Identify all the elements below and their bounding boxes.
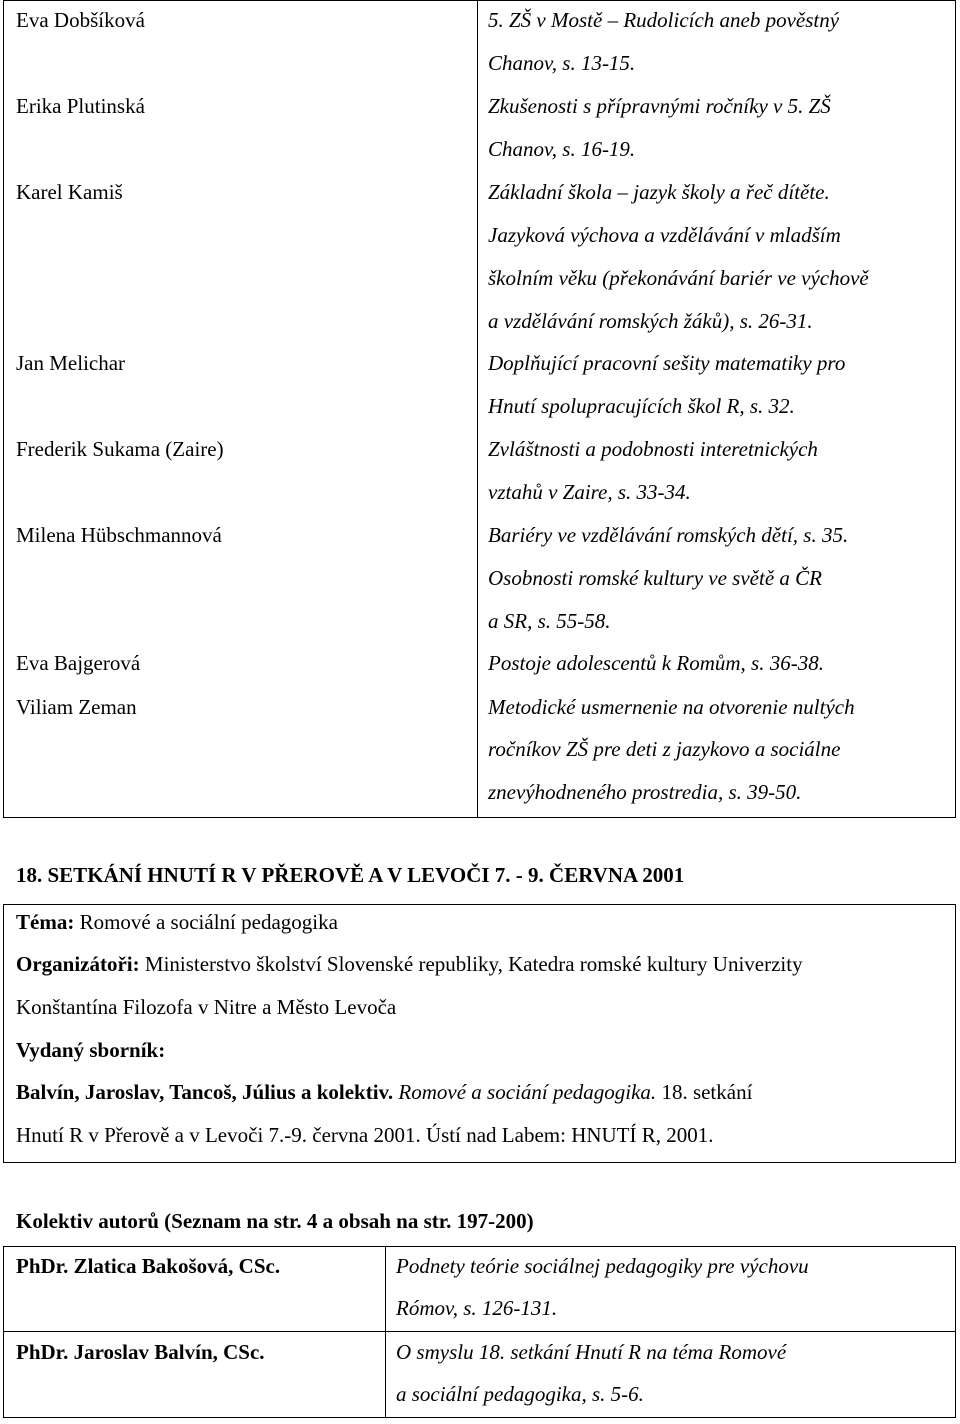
author-name: Viliam Zeman [16, 695, 137, 719]
reference-title: Romové a sociání pedagogika. [393, 1080, 657, 1104]
authors-table [3, 1246, 956, 1418]
contribution-title: znevýhodneného prostredia, s. 39-50. [488, 780, 802, 804]
author-name: PhDr. Zlatica Bakošová, CSc. [16, 1254, 281, 1278]
contribution-title: Základní škola – jazyk školy a řeč dítěte. [488, 180, 830, 204]
contribution-title: Rómov, s. 126-131. [396, 1296, 558, 1320]
contribution-title: školním věku (překonávání bariér ve výchově [488, 266, 869, 290]
reference-line-2: Hnutí R v Přerově a v Levoči 7.-9. června 2001. Ústí nad Labem: HNUTÍ R, 2001. [16, 1123, 714, 1147]
contribution-title: vztahů v Zaire, s. 33-34. [488, 480, 691, 504]
contribution-title: O smyslu 18. setkání Hnutí R na téma Romové [396, 1340, 787, 1364]
author-name: PhDr. Jaroslav Balvín, CSc. [16, 1340, 265, 1364]
contribution-title: 5. ZŠ v Mostě – Rudolicích aneb pověstný [488, 8, 840, 32]
contribution-title: Bariéry ve vzdělávání romských dětí, s. 35. [488, 523, 849, 547]
contribution-title: Hnutí spolupracujících škol R, s. 32. [488, 394, 795, 418]
organizers-value: Ministerstvo školství Slovenské republiky, Katedra romské kultury Univerzity [139, 952, 803, 976]
author-name: Erika Plutinská [16, 94, 145, 118]
contribution-title: Postoje adolescentů k Romům, s. 36-38. [488, 651, 824, 675]
contribution-title: a SR, s. 55-58. [488, 609, 611, 633]
collective-heading: Kolektiv autorů (Seznam na str. 4 a obsah na str. 197-200) [16, 1209, 534, 1233]
author-name: Eva Bajgerová [16, 651, 141, 675]
row-divider [4, 1331, 955, 1332]
contribution-title: Jazyková výchova a vzdělávání v mladším [488, 223, 841, 247]
reference-line [16, 1079, 752, 1105]
author-name: Frederik Sukama (Zaire) [16, 437, 224, 461]
contribution-title: Osobnosti romské kultury ve světě a ČR [488, 566, 822, 590]
reference-authors: Balvín, Jaroslav, Tancoš, Július a kolektiv. [16, 1080, 394, 1104]
column-divider [477, 1, 478, 817]
column-divider [385, 1247, 386, 1417]
author-name: Milena Hübschmannová [16, 523, 222, 547]
section-heading: 18. SETKÁNÍ HNUTÍ R V PŘEROVĚ A V LEVOČI 7. - 9. ČERVNA 2001 [16, 863, 685, 887]
topic-value: Romové a sociální pedagogika [74, 910, 338, 934]
organizers-line [16, 951, 803, 977]
contribution-title: a sociální pedagogika, s. 5-6. [396, 1382, 644, 1406]
contribution-title: a vzdělávání romských žáků), s. 26-31. [488, 309, 813, 333]
reference-rest: 18. setkání [656, 1080, 753, 1104]
contribution-title: Zkušenosti s přípravnými ročníky v 5. ZŠ [488, 94, 831, 118]
contribution-title: Chanov, s. 16-19. [488, 137, 636, 161]
organizers-line-2: Konštantína Filozofa v Nitre a Město Levoča [16, 995, 397, 1019]
topic-line [16, 909, 338, 935]
meeting-info-box [3, 904, 956, 1163]
contribution-title: Zvláštnosti a podobnosti interetnických [488, 437, 818, 461]
contribution-title: Metodické usmernenie na otvorenie nultých [488, 695, 855, 719]
contribution-title: Podnety teórie sociálnej pedagogiky pre výchovu [396, 1254, 809, 1278]
contribution-title: Chanov, s. 13-15. [488, 51, 636, 75]
contributions-table [3, 0, 956, 818]
organizers-label: Organizátoři: [16, 952, 140, 976]
proceedings-label: Vydaný sborník: [16, 1038, 166, 1062]
author-name: Jan Melichar [16, 351, 126, 375]
topic-label: Téma: [16, 910, 75, 934]
author-name: Eva Dobšíková [16, 8, 145, 32]
contribution-title: Doplňující pracovní sešity matematiky pro [488, 351, 846, 375]
contribution-title: ročníkov ZŠ pre deti z jazykovo a sociálne [488, 737, 841, 761]
author-name: Karel Kamiš [16, 180, 123, 204]
